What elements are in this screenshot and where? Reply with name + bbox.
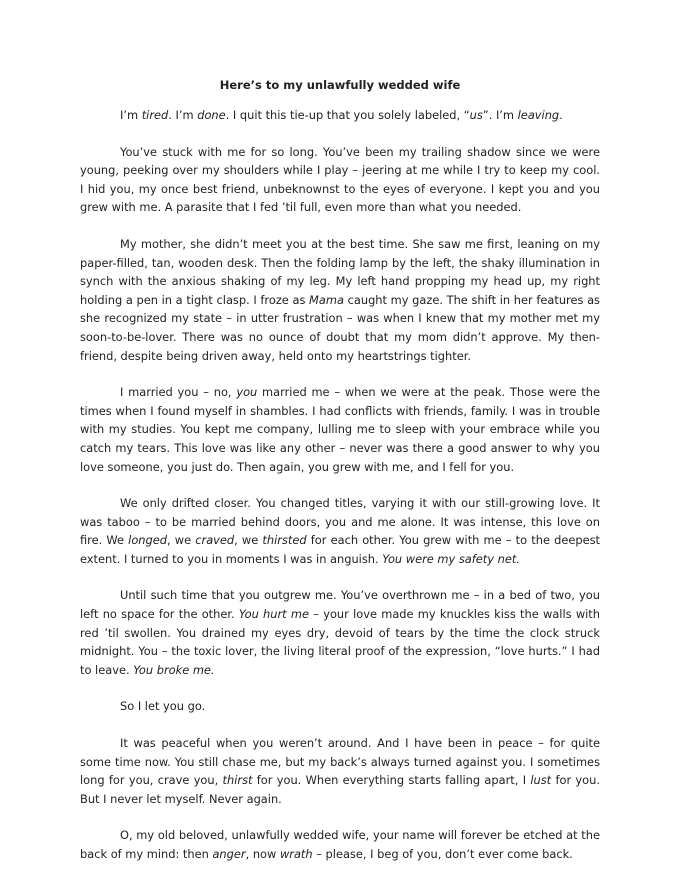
italic-text: Mama [309,292,344,307]
text-run: My mother, she didn’t meet you at the best time. She saw me first, leaning on my paper-filled, tan, wooden desk. Then the folding lamp by the left, the shaky illumination in synch with the anxious shaking of my leg. My left hand propping my head up, my right holding a pen in a tight clasp. I froze as [80,236,600,307]
text-run: for you. When everything starts falling apart, I [252,773,531,788]
text-run: We only drifted closer. You changed titles, varying it with our still-growing love. It was taboo – to be married behind doors, you and me alone. It was intense, this love on fire. We [80,496,600,548]
text-run: for you. But I never let myself. Never again. [80,773,600,806]
paragraph [80,826,600,863]
text-run: It was peaceful when you weren’t around. And I have been in peace – for quite some time now. You still chase me, but my back’s always turned against you. I sometimes long for you, crave you, [80,736,600,788]
text-run: , now [245,847,280,861]
italic-text: us [469,108,483,122]
text-run: You’ve stuck with me for so long. You’ve been my trailing shadow since we were young, peeking over my shoulders while I play – jeering at me while I try to keep my cool. I hid you, my once best friend, unbeknownst to the eyes of everyone. I kept you and you grew with me. A parasite that I fed ’til full, even more than what you needed. [80,144,600,215]
text-run: – please, I beg of you, don’t ever come back. [312,847,573,861]
text-run: caught my gaze. The shift in her features as she recognized my state – in utter frustration – was when I knew that my mother met my soon-to-be-lover. There was no ounce of doubt that my mom didn’t approve. My then-friend, despite being driven away, held onto my heartstrings tighter. [80,292,600,363]
text-run: I married you – no, [120,385,237,400]
text-run: O, my old beloved, unlawfully wedded wife, your name will forever be etched at the back of my mind: then [80,828,600,861]
text-run: . I quit this tie-up that you solely labeled, “ [225,108,470,122]
italic-text: anger [212,847,246,861]
italic-text: wrath [279,847,313,861]
text-run: for each other. You grew with me – to the deepest extent. I turned to you in moments I was in anguish. [80,533,600,566]
italic-text: You were my safety net. [382,551,520,566]
paragraph [80,734,600,808]
italic-text: You hurt me [238,607,309,622]
italic-text: lust [530,773,552,788]
paragraph [80,494,600,568]
text-run: – your love made my knuckles kiss the walls with red ’til swollen. You drained my eyes dry, devoid of tears by the time the clock struck midnight. You – the toxic lover, the living literal proof of the expression, “love hurts.” I had to leave. [80,607,600,677]
document-title: Here’s to my unlawfully wedded wife [219,78,461,92]
text-run: married me – when we were at the peak. Those were the times when I found myself in shambles. I had conflicts with friends, family. I was in trouble with my studies. You kept me company, lulling me to sleep with your embrace while you catch my tears. This love was like any other – never was there a good answer to why you love someone, you just do. Then again, you grew with me, and I fell for you. [80,385,600,474]
paragraph [80,697,600,716]
text-run: I’m [120,108,142,122]
italic-text: craved [195,533,235,548]
italic-text: You broke me. [133,662,215,677]
italic-text: done [197,108,226,122]
italic-text: thirsted [262,533,307,548]
text-run: ”. I’m [482,108,518,122]
text-run: So I let you go. [120,699,206,714]
text-run: . I’m [168,108,198,122]
paragraph [80,235,600,365]
document-body [80,106,600,864]
paragraph [80,383,600,476]
italic-text: tired [141,108,169,122]
italic-text: leaving [517,108,560,122]
text-run: . [559,108,563,122]
paragraph [80,143,600,217]
paragraph [80,106,600,125]
italic-text: longed [128,533,167,548]
text-run: , we [234,533,263,548]
italic-text: thirst [222,773,253,788]
text-run: , we [166,533,196,548]
text-run: Until such time that you outgrew me. You’ve overthrown me – in a bed of two, you left no space for the other. [80,588,600,622]
italic-text: you [236,385,258,400]
paragraph [80,586,600,679]
